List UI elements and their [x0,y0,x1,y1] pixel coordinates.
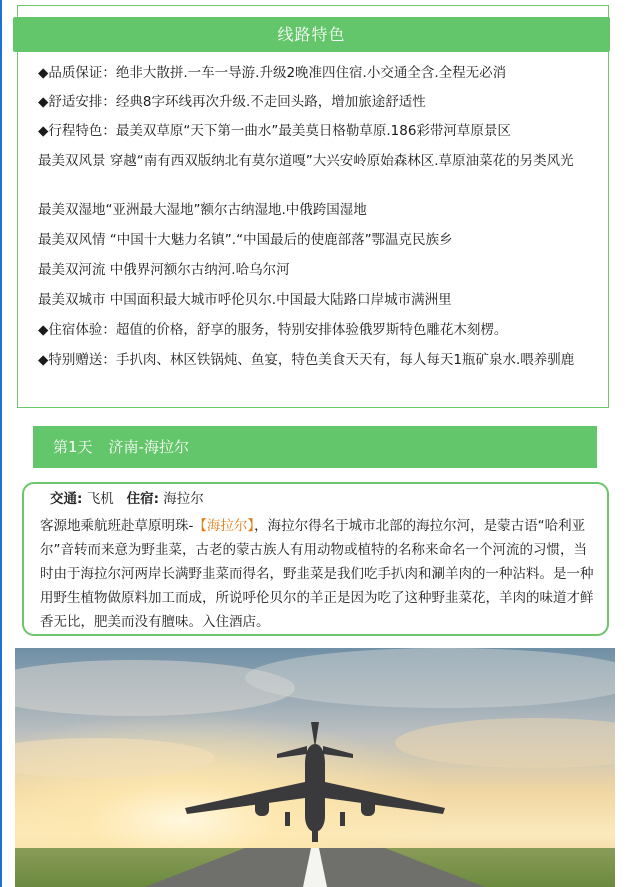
feature-line-lodging: ◆住宿体验：超值的价格，舒享的服务，特别安排体验俄罗斯特色雕花木刻楞。 [38,322,508,338]
transport-label: 交通: [50,491,83,507]
airplane-photo-svg [15,648,615,887]
lodging-value: 海拉尔 [163,491,204,507]
day-number: 第1天 [53,438,93,456]
day-text-before: 客源地乘航班赴草原明珠- [40,518,194,534]
features-header [13,17,610,52]
day-header [33,426,597,468]
feature-line-culture: 最美双风情 “中国十大魅力名镇”.“中国最后的使鹿部落”鄂温克民族乡 [38,232,453,248]
feature-line-rivers: 最美双河流 中俄界河额尔古纳河.哈乌尔河 [38,262,290,278]
day-title-group [53,426,189,468]
airplane-photo [15,648,615,887]
feature-line-wetland: 最美双湿地“亚洲最大湿地”额尔古纳湿地.中俄跨国湿地 [38,202,367,218]
feature-line-cities: 最美双城市 中国面积最大城市呼伦贝尔.中国最大陆路口岸城市满洲里 [38,292,452,308]
feature-line-quality: ◆品质保证：绝非大散拼.一车一导游.升级2晚准四住宿.小交通全含.全程无必消 [38,65,507,81]
day-description [40,514,595,634]
day-highlight: 【海拉尔】 [193,518,255,534]
day-meta [50,488,204,510]
left-edge-rule [0,0,2,887]
feature-line-comfort: ◆舒适安排：经典8字环线再次升级.不走回头路，增加旅途舒适性 [38,94,426,110]
day-text-after: ，海拉尔得名于城市北部的海拉尔河，是蒙古语“哈利亚尔”音转而来意为野韭菜，古老的蒙古族人有用动物或植特的名称来命名一个河流的习惯，当时由于海拉尔河两岸长满野韭菜而得名，野韭菜是我们吃手扒肉和涮羊肉的一种沾料。是一种用野生植物做原料加工而成，所说呼伦贝尔的羊正是因为吃了这种野韭菜花，羊肉的味道才鲜香无比，肥美而没有膻味。入住酒店。 [40,518,594,630]
feature-line-gifts: ◆特别赠送：手扒肉、林区铁锅炖、鱼宴，特色美食天天有，每人每天1瓶矿泉水.喂养驯鹿 [38,352,575,368]
feature-line-scenery: 最美双风景 穿越“南有西双版纳北有莫尔道嘎”大兴安岭原始森林区.草原油菜花的另类风光 [38,153,574,169]
feature-line-highlights: ◆行程特色：最美双草原“天下第一曲水”最美莫日格勒草原.186彩带河草原景区 [38,123,511,139]
lodging-label: 住宿: [126,491,159,507]
day-route: 济南-海拉尔 [108,438,189,456]
features-title: 线路特色 [277,25,346,44]
transport-value: 飞机 [86,491,114,507]
